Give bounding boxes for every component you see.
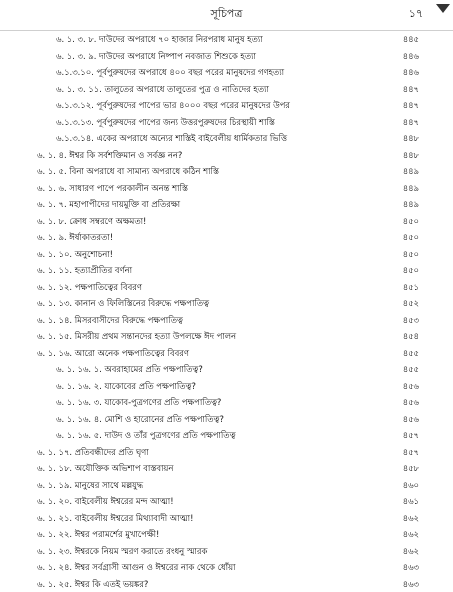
toc-entry[interactable] [0,295,453,312]
toc-entry-page: ৪৫৭ [402,446,419,457]
toc-entry[interactable] [0,394,453,411]
toc-entry-title: ৬. ১. ৫. বিনা অপরাধে বা সামান্য অপরাধে কঠিন শাস্তি [37,166,219,176]
toc-entry-title: ৬. ১. ২৫. ঈশ্বর কি এতই ভয়ঙ্কর? [37,578,149,589]
toc-entry-title: ৬. ১. ২১. বাইবেলীয় ঈশ্বরের মিথ্যাবাদী আত্মা! [37,512,194,523]
toc-entry-title: ৬. ১. ৩. ৯. দাউদের অপরাধে নিষ্পাপ নবজাত শিশুকে হত্যা [56,50,256,61]
toc-entry[interactable] [0,526,453,543]
toc-entry-title: ৬.১.৩.১৩. পূর্বপুরুষদের পাপের জন্য উত্তরপুরুষদের চিরস্থায়ী শাস্তি [56,116,275,127]
toc-entry-page: ৪৬১ [402,496,419,506]
toc-entry[interactable] [0,328,453,345]
toc-entry[interactable] [0,378,453,395]
toc-entry-page: ৪৬২ [402,512,419,523]
toc-entry[interactable] [0,427,453,444]
toc-entry-page: ৪৬৩ [402,562,419,572]
toc-entry-page: ৪৫৭ [402,430,419,440]
toc-entry-page: ৪৪৮ [402,133,419,143]
toc-entry[interactable] [0,460,453,477]
toc-entry-title: ৬. ১. ৪. ঈশ্বর কি সর্বশক্তিমান ও সর্বজ্ঞ নন? [37,149,183,160]
toc-entry-page: ৪৫৩ [402,314,419,325]
toc-entry-page: ৪৫০ [402,215,419,226]
toc-entry-title: ৬. ১. ১৬. ১. অবরাহামের প্রতি পক্ষপাতিত্ব? [56,364,203,374]
corner-fold-icon [436,4,450,13]
toc-entry-page: ৪৫৬ [402,380,419,391]
toc-entry-page: ৪৫০ [402,248,419,259]
toc-entry-title: ৬. ১. ৭. মহাপাপীদের দায়মুক্তি বা প্রতিরক্ষা [37,199,181,209]
toc-entry-page: ৪৫০ [402,265,419,275]
toc-entry[interactable] [0,493,453,510]
toc-entry[interactable] [0,31,453,48]
toc-entry-page: ৪৬২ [402,529,419,539]
toc-entry[interactable] [0,48,453,65]
toc-entry-title: ৬.১.৩.১২. পূর্বপুরুষদের পাপের ভার ৪০০০ বছর পরের মানুষদের উপর [56,100,290,110]
toc-entry-title: ৬. ১. ১৮. অযৌক্তিক অভিশাপ বাস্তবায়ন [37,463,174,473]
toc-entry-page: ৪৫১ [402,281,419,292]
toc-entry-page: ৪৪৭ [402,116,419,127]
toc-entry[interactable] [0,97,453,114]
toc-entry-page: ৪৪৮ [402,149,419,160]
toc-entry-title: ৬. ১. ৩. ১১. তালুতের অপরাধে তালুতের পুত্র ও নাতিদের হত্যা [56,83,269,94]
page-title: সূচিপত্র [210,7,243,20]
toc-entry-page: ৪৪৭ [402,100,419,110]
toc-entry[interactable] [0,345,453,362]
toc-entry-title: ৬. ১. ২৩. ঈশ্বরকে নিয়ম স্মরণ করাতে রংধনু স্মারক [37,545,208,556]
toc-entry-title: ৬.১.৩.১০. পূর্বপুরুষদের অপরাধে ৪০০ বছর পরের মানুষদের গণহত্যা [56,67,285,77]
toc-entry-title: ৬. ১. ৯. ঈর্ষাকাতরতা! [37,232,114,242]
toc-entry[interactable] [0,114,453,131]
toc-entry-page: ৪৪৯ [402,182,419,193]
toc-entry[interactable] [0,576,453,592]
toc-entry[interactable] [0,213,453,230]
page-header [0,0,453,31]
toc-entry[interactable] [0,262,453,279]
toc-entry-page: ৪৪৯ [402,166,419,176]
toc-entry-title: ৬. ১. ২০. বাইবেলীয় ঈশ্বরের মন্দ আত্মা! [37,496,174,506]
toc-entry-title: ৬. ১. ১৭. প্রতিবন্ধীদের প্রতি ঘৃণা [37,446,149,457]
toc-entry[interactable] [0,229,453,246]
toc-entry[interactable] [0,559,453,576]
toc-entry-title: ৬. ১. ২৪. ঈশ্বর সর্বগ্রাসী আগুন ও ঈশ্বরের নাক থেকে ধোঁয়া [37,562,236,572]
toc-entry-page: ৪৬০ [402,479,419,490]
toc-entry[interactable] [0,81,453,98]
toc-entry-page: ৪৫৬ [402,397,419,407]
toc-entry[interactable] [0,361,453,378]
toc-entry-page: ৪৬২ [402,545,419,556]
toc-entry-title: ৬. ১. ২২. ঈশ্বর পরামর্শের মুখাপেক্ষী! [37,529,160,539]
toc-entry[interactable] [0,147,453,164]
toc-entry-title: ৬. ১. ১১. হত্যাপ্রীতির বর্ণনা [37,265,133,275]
toc-entry[interactable] [0,444,453,461]
toc-entry-title: ৬. ১. ১৬. ৫. দাউদ ও তাঁর পুত্রগণের প্রতি পক্ষপাতিত্ব [56,430,236,440]
toc-entry-page: ৪৫৬ [402,413,419,424]
table-of-contents [0,31,453,592]
toc-entry[interactable] [0,196,453,213]
toc-entry-title: ৬.১.৩.১৪. একের অপরাধে অন্যের শাস্তিই বাইবেলীয় ধার্মিকতার ভিত্তি [56,133,287,143]
toc-entry-page: ৪৫৮ [402,463,419,473]
toc-entry[interactable] [0,180,453,197]
toc-entry-title: ৬. ১. ১৩. কানান ও ফিলিস্তিনের বিরুদ্ধে পক্ষপাতিত্ব [37,298,210,308]
toc-entry-page: ৪৫৫ [402,364,419,374]
toc-entry-page: ৪৫৪ [402,331,419,341]
toc-entry-title: ৬. ১. ৩. ৮. দাউদের অপরাধে ৭০ হাজার নিরপরাধ মানুষ হত্যা [56,34,263,44]
toc-entry-page: ৪৪৬ [402,67,419,77]
toc-entry-title: ৬. ১. ১০. অনুশোচনা! [37,248,114,259]
toc-entry-page: ৪৪৫ [402,34,419,44]
toc-entry[interactable] [0,477,453,494]
toc-entry[interactable] [0,312,453,329]
toc-entry-title: ৬. ১. ১৯. মানুষের সাথে মল্লযুদ্ধ [37,479,144,490]
toc-entry-title: ৬. ১. ৮. ক্রোধ সম্বরণে অক্ষমতা! [37,215,147,226]
toc-entry[interactable] [0,130,453,147]
toc-entry[interactable] [0,510,453,527]
toc-entry-title: ৬. ১. ৬. সাধারণ পাপে পরকালীন অনন্ত শাস্তি [37,182,188,193]
toc-entry-title: ৬. ১. ১৬. ৪. মোশি ও হারোনের প্রতি পক্ষপাতিত্ব? [56,413,224,424]
toc-entry-page: ৪৫০ [402,232,419,242]
toc-entry[interactable] [0,279,453,296]
toc-entry-title: ৬. ১. ১৬. ৩. যাকোব-পুত্রগণের প্রতি পক্ষপাতিত্ব? [56,397,222,407]
toc-entry-page: ৪৪৯ [402,199,419,209]
toc-entry-title: ৬. ১. ১৬. ২. যাকোবের প্রতি পক্ষপাতিত্ব? [56,380,196,391]
toc-entry-page: ৪৪৭ [402,83,419,94]
toc-entry[interactable] [0,411,453,428]
toc-entry-title: ৬. ১. ১৬. আরো অনেক পক্ষপাতিত্বের বিবরণ [37,347,189,358]
toc-entry-title: ৬. ১. ১২. পক্ষপাতিত্বের বিবরণ [37,281,142,292]
toc-entry-page: ৪৬৩ [402,578,419,589]
toc-entry-title: ৬. ১. ১৫. মিসরীয় প্রথম সন্তানদের হত্যা উপলক্ষে ঈদ পালন [37,331,236,341]
toc-entry[interactable] [0,246,453,263]
toc-entry[interactable] [0,64,453,81]
toc-entry-page: ৪৫২ [402,298,419,308]
toc-entry-page: ৪৪৬ [402,50,419,61]
toc-entry[interactable] [0,163,453,180]
toc-entry[interactable] [0,543,453,560]
toc-entry-title: ৬. ১. ১৪. মিসরবাসীদের বিরুদ্ধে পক্ষপাতিত্ব [37,314,183,325]
toc-entry-page: ৪৫৫ [402,347,419,358]
page-number: ১৭ [408,7,423,20]
